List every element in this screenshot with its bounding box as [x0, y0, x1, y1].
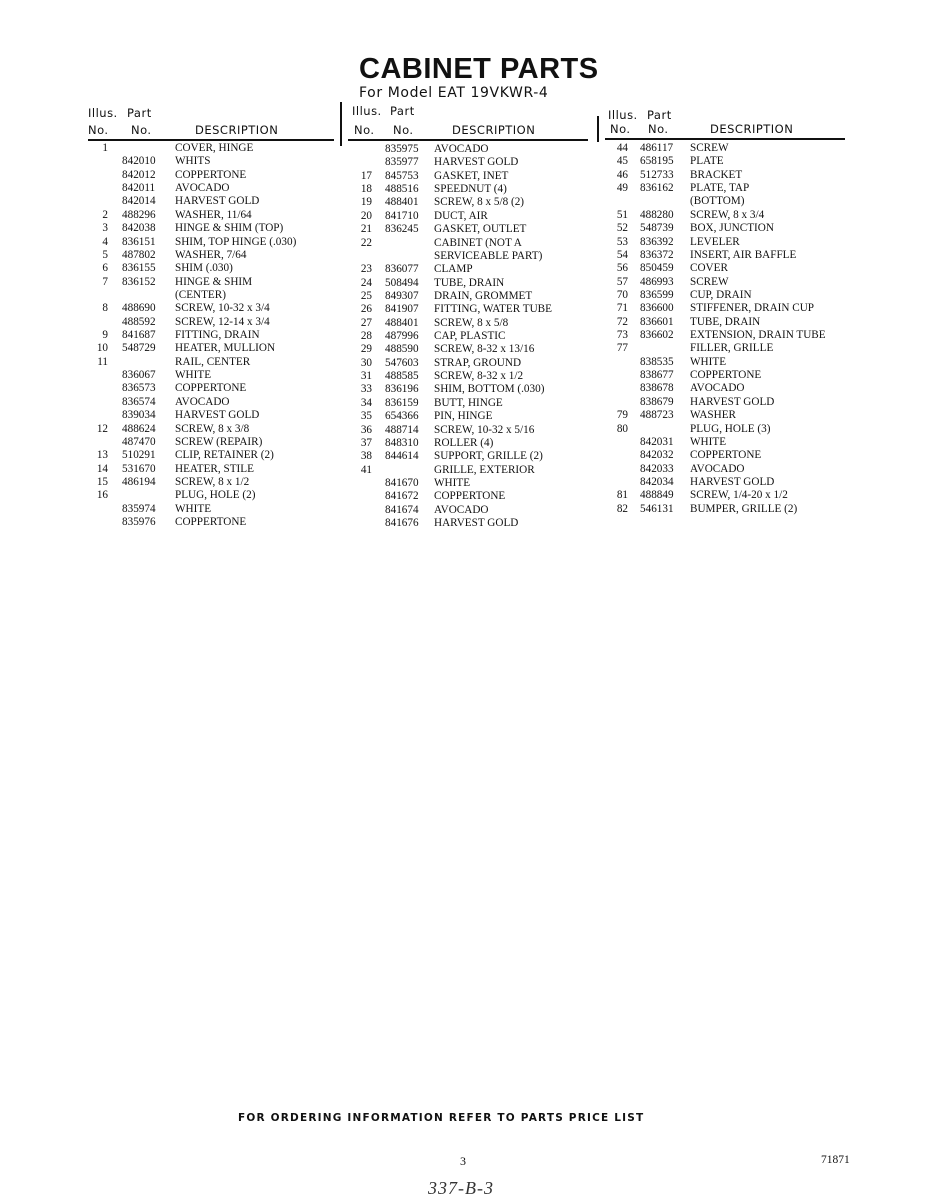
illus-number: 2: [102, 208, 108, 221]
header-description: DESCRIPTION: [195, 123, 279, 137]
header-part: Part: [390, 104, 415, 118]
part-description: AVOCADO: [175, 395, 230, 408]
column-divider: [597, 116, 599, 142]
illus-number: 12: [96, 422, 108, 435]
part-description: PIN, HINGE: [434, 410, 493, 423]
part-description: HARVEST GOLD: [175, 195, 260, 208]
illus-number: 79: [616, 409, 628, 422]
part-number: 508494: [385, 276, 419, 289]
illus-number: 49: [616, 182, 628, 195]
document-code: 71871: [821, 1154, 850, 1166]
part-number: 835977: [385, 156, 419, 169]
part-description: WHITE: [690, 355, 727, 368]
illus-number: 36: [360, 423, 372, 436]
part-description: WHITS: [175, 155, 211, 168]
handwritten-note: 337-B-3: [428, 1178, 494, 1198]
part-description: AVOCADO: [434, 143, 489, 155]
part-description: FITTING, WATER TUBE: [434, 303, 552, 316]
part-description: PLATE, TAP: [690, 182, 750, 195]
header-illus: Illus.: [352, 104, 382, 118]
part-number: 848310: [385, 436, 419, 449]
header-part: Part: [127, 106, 152, 120]
part-description: SPEEDNUT (4): [434, 183, 507, 196]
part-number: 842033: [640, 462, 674, 475]
part-description: SHIM (.030): [175, 262, 233, 275]
illus-number: 10: [96, 342, 108, 355]
part-number: 488690: [122, 302, 156, 315]
illus-number: 33: [360, 383, 372, 396]
part-number: 486993: [640, 275, 674, 288]
illus-number: 11: [97, 355, 108, 368]
part-number: 842031: [640, 435, 674, 448]
part-number: 838677: [640, 369, 674, 382]
part-description: AVOCADO: [434, 503, 489, 516]
illus-number: 30: [360, 356, 372, 369]
part-number: 487470: [122, 435, 156, 448]
page-title: CABINET PARTS: [359, 53, 599, 85]
part-description: (CENTER): [175, 288, 226, 301]
part-number: 547603: [385, 356, 419, 369]
part-number: 836599: [640, 288, 674, 301]
illus-number: 46: [616, 168, 628, 181]
illus-number: 41: [360, 463, 372, 476]
illus-number: 52: [616, 222, 628, 235]
part-description: WHITE: [434, 476, 471, 489]
part-description: WASHER: [690, 409, 736, 422]
illus-number: 15: [96, 475, 108, 488]
illus-number: 37: [360, 436, 372, 449]
part-number: 836245: [385, 223, 419, 236]
part-description: BUMPER, GRILLE (2): [690, 502, 798, 515]
illus-number: 7: [102, 275, 108, 288]
illus-number: 25: [360, 289, 372, 302]
illus-number: 14: [96, 462, 108, 475]
part-number: 488401: [385, 316, 419, 329]
part-number: 836573: [122, 382, 156, 395]
illus-number: 51: [616, 208, 628, 221]
illus-number: 19: [360, 196, 372, 209]
illus-number: 9: [102, 329, 108, 342]
part-description: SCREW, 8-32 x 1/2: [434, 370, 524, 383]
header-no: No.: [88, 123, 109, 137]
part-description: CUP, DRAIN: [690, 288, 752, 301]
illus-number: 29: [360, 343, 372, 356]
illus-number: 18: [360, 183, 372, 196]
part-number: 488401: [385, 196, 419, 209]
part-number: 842012: [122, 168, 156, 181]
part-description: COPPERTONE: [175, 168, 247, 181]
illus-number: 54: [616, 248, 628, 261]
part-description: SHIM, TOP HINGE (.030): [175, 235, 297, 248]
part-number: 487996: [385, 330, 419, 343]
part-number: 486117: [640, 142, 674, 154]
part-number: 836601: [640, 315, 674, 328]
part-description: SCREW, 8-32 x 13/16: [434, 343, 535, 356]
header-illus: Illus.: [608, 108, 638, 122]
illus-number: 3: [102, 222, 108, 235]
part-number: 836151: [122, 235, 156, 248]
header-part-no: No.: [131, 123, 152, 137]
part-description: PLUG, HOLE (2): [175, 489, 256, 502]
part-description: HARVEST GOLD: [175, 409, 260, 422]
page-number: 3: [460, 1154, 466, 1168]
part-description: SCREW, 8 x 5/8: [434, 316, 509, 329]
part-number: 836600: [640, 302, 674, 315]
part-description: BOX, JUNCTION: [690, 222, 774, 235]
part-number: 548739: [640, 222, 674, 235]
part-description: SCREW, 10-32 x 3/4: [175, 302, 270, 315]
part-number: 835976: [122, 516, 156, 529]
part-description: HARVEST GOLD: [690, 475, 775, 488]
part-number: 842034: [640, 475, 674, 488]
model-subtitle: For Model EAT 19VKWR-4: [359, 85, 549, 101]
ordering-footer: FOR ORDERING INFORMATION REFER TO PARTS PRICE LIST: [238, 1112, 645, 1124]
illus-number: 24: [360, 276, 372, 289]
part-description: WHITE: [175, 502, 212, 515]
illus-number: 27: [360, 316, 372, 329]
part-description: CABINET (NOT A: [434, 236, 522, 249]
header-part-no: No.: [648, 122, 669, 136]
part-number: 531670: [122, 462, 156, 475]
part-description: GRILLE, EXTERIOR: [434, 463, 535, 476]
column-divider: [340, 102, 342, 146]
illus-number: 80: [616, 422, 628, 435]
part-description: TUBE, DRAIN: [690, 315, 761, 328]
part-number: 841674: [385, 503, 419, 516]
part-description: STIFFENER, DRAIN CUP: [690, 302, 815, 315]
illus-number: 22: [360, 236, 372, 249]
illus-number: 38: [360, 450, 372, 463]
part-number: 836602: [640, 329, 674, 342]
part-description: HARVEST GOLD: [434, 156, 519, 169]
illus-number: 77: [616, 342, 628, 355]
part-description: HINGE & SHIM: [175, 275, 253, 288]
part-description: WHITE: [175, 369, 212, 382]
part-number: 850459: [640, 262, 674, 275]
part-number: 841670: [385, 476, 419, 489]
part-description: FILLER, GRILLE: [690, 342, 774, 355]
illus-number: 13: [96, 449, 108, 462]
part-number: 836152: [122, 275, 156, 288]
part-description: SCREW, 1/4-20 x 1/2: [690, 489, 788, 502]
part-description: INSERT, AIR BAFFLE: [690, 248, 797, 261]
illus-number: 57: [616, 275, 628, 288]
part-description: BUTT, HINGE: [434, 396, 503, 409]
part-description: SCREW: [690, 275, 729, 288]
part-description: HARVEST GOLD: [690, 395, 775, 408]
illus-number: 34: [360, 396, 372, 409]
part-number: 841676: [385, 517, 419, 530]
part-number: 841672: [385, 490, 419, 503]
header-part-no: No.: [393, 123, 414, 137]
part-number: 548729: [122, 342, 156, 355]
part-number: 654366: [385, 410, 419, 423]
part-description: RAIL, CENTER: [175, 355, 251, 368]
part-number: 836196: [385, 383, 419, 396]
part-number: 487802: [122, 248, 156, 261]
illus-number: 1: [102, 142, 108, 154]
illus-number: 31: [360, 370, 372, 383]
part-number: 838678: [640, 382, 674, 395]
part-number: 836159: [385, 396, 419, 409]
illus-number: 28: [360, 330, 372, 343]
part-description: COVER, HINGE: [175, 142, 254, 154]
illus-number: 45: [616, 155, 628, 168]
part-description: HEATER, STILE: [175, 462, 254, 475]
illus-number: 70: [616, 288, 628, 301]
part-number: 488585: [385, 370, 419, 383]
part-number: 835975: [385, 143, 419, 155]
illus-number: 72: [616, 315, 628, 328]
header-illus: Illus.: [88, 106, 118, 120]
part-number: 841907: [385, 303, 419, 316]
part-number: 836067: [122, 369, 156, 382]
part-description: PLATE: [690, 155, 724, 168]
header-description: DESCRIPTION: [710, 122, 794, 136]
part-description: SCREW, 8 x 3/8: [175, 422, 250, 435]
illus-number: 56: [616, 262, 628, 275]
illus-number: 53: [616, 235, 628, 248]
part-description: COVER: [690, 262, 728, 275]
part-description: WHITE: [690, 435, 727, 448]
illus-number: 8: [102, 302, 108, 315]
part-number: 488849: [640, 489, 674, 502]
part-description: SERVICEABLE PART): [434, 249, 543, 262]
part-number: 839034: [122, 409, 156, 422]
illus-number: 16: [96, 489, 108, 502]
part-description: COPPERTONE: [175, 382, 247, 395]
part-number: 836162: [640, 182, 674, 195]
part-description: DUCT, AIR: [434, 209, 488, 222]
part-number: 842011: [122, 182, 156, 195]
part-number: 836077: [385, 263, 419, 276]
part-description: WASHER, 11/64: [175, 208, 252, 221]
part-description: AVOCADO: [690, 382, 745, 395]
part-number: 844614: [385, 450, 419, 463]
illus-number: 4: [102, 235, 108, 248]
part-number: 836574: [122, 395, 156, 408]
part-description: SCREW, 12-14 x 3/4: [175, 315, 270, 328]
part-description: ROLLER (4): [434, 436, 494, 449]
part-number: 845753: [385, 169, 419, 182]
illus-number: 71: [616, 302, 628, 315]
part-description: DRAIN, GROMMET: [434, 289, 533, 302]
part-number: 838535: [640, 355, 674, 368]
part-number: 658195: [640, 155, 674, 168]
part-description: COPPERTONE: [690, 449, 762, 462]
part-description: SCREW, 8 x 3/4: [690, 208, 765, 221]
part-description: FITTING, DRAIN: [175, 329, 260, 342]
part-description: HINGE & SHIM (TOP): [175, 222, 284, 235]
part-number: 842032: [640, 449, 674, 462]
part-description: PLUG, HOLE (3): [690, 422, 771, 435]
header-no: No.: [610, 122, 631, 136]
header-rule: [88, 139, 334, 141]
part-description: SCREW, 8 x 5/8 (2): [434, 196, 525, 209]
part-description: SCREW: [690, 142, 729, 154]
part-description: CLIP, RETAINER (2): [175, 449, 274, 462]
illus-number: 73: [616, 329, 628, 342]
part-description: CAP, PLASTIC: [434, 330, 506, 343]
illus-number: 5: [102, 248, 108, 261]
illus-number: 35: [360, 410, 372, 423]
part-number: 488723: [640, 409, 674, 422]
part-number: 836155: [122, 262, 156, 275]
part-description: HARVEST GOLD: [434, 517, 519, 530]
illus-number: 26: [360, 303, 372, 316]
part-number: 849307: [385, 289, 419, 302]
header-rule: [605, 138, 845, 140]
part-description: CLAMP: [434, 263, 473, 276]
part-number: 488280: [640, 208, 674, 221]
part-number: 836392: [640, 235, 674, 248]
part-description: SCREW, 8 x 1/2: [175, 475, 250, 488]
part-number: 488590: [385, 343, 419, 356]
part-description: LEVELER: [690, 235, 740, 248]
part-description: COPPERTONE: [434, 490, 506, 503]
illus-number: 44: [616, 142, 628, 154]
part-number: 510291: [122, 449, 156, 462]
part-number: 835974: [122, 502, 156, 515]
illus-number: 17: [360, 169, 372, 182]
part-number: 488714: [385, 423, 419, 436]
part-number: 836372: [640, 248, 674, 261]
part-number: 488296: [122, 208, 156, 221]
part-description: SCREW, 10-32 x 5/16: [434, 423, 535, 436]
illus-number: 21: [360, 223, 372, 236]
part-description: AVOCADO: [175, 182, 230, 195]
part-number: 841687: [122, 329, 156, 342]
part-description: COPPERTONE: [690, 369, 762, 382]
illus-number: 81: [616, 489, 628, 502]
part-number: 488516: [385, 183, 419, 196]
part-number: 546131: [640, 502, 674, 515]
header-no: No.: [354, 123, 375, 137]
part-number: 488592: [122, 315, 156, 328]
part-number: 842014: [122, 195, 156, 208]
header-description: DESCRIPTION: [452, 123, 536, 137]
part-description: HEATER, MULLION: [175, 342, 276, 355]
part-description: COPPERTONE: [175, 516, 247, 529]
part-description: AVOCADO: [690, 462, 745, 475]
part-number: 842038: [122, 222, 156, 235]
header-rule: [348, 139, 588, 141]
part-description: BRACKET: [690, 168, 743, 181]
part-description: STRAP, GROUND: [434, 356, 522, 369]
part-description: TUBE, DRAIN: [434, 276, 505, 289]
part-description: GASKET, INET: [434, 169, 509, 182]
part-number: 512733: [640, 168, 674, 181]
part-description: SUPPORT, GRILLE (2): [434, 450, 543, 463]
part-number: 841710: [385, 209, 419, 222]
part-description: WASHER, 7/64: [175, 248, 247, 261]
illus-number: 23: [360, 263, 372, 276]
part-number: 488624: [122, 422, 156, 435]
part-description: EXTENSION, DRAIN TUBE: [690, 329, 826, 342]
part-number: 842010: [122, 155, 156, 168]
illus-number: 20: [360, 209, 372, 222]
part-number: 838679: [640, 395, 674, 408]
header-part: Part: [647, 108, 672, 122]
illus-number: 6: [102, 262, 108, 275]
part-description: SCREW (REPAIR): [175, 435, 263, 448]
part-number: 486194: [122, 475, 156, 488]
part-description: GASKET, OUTLET: [434, 223, 527, 236]
illus-number: 82: [616, 502, 628, 515]
part-description: SHIM, BOTTOM (.030): [434, 383, 545, 396]
part-description: (BOTTOM): [690, 195, 745, 208]
